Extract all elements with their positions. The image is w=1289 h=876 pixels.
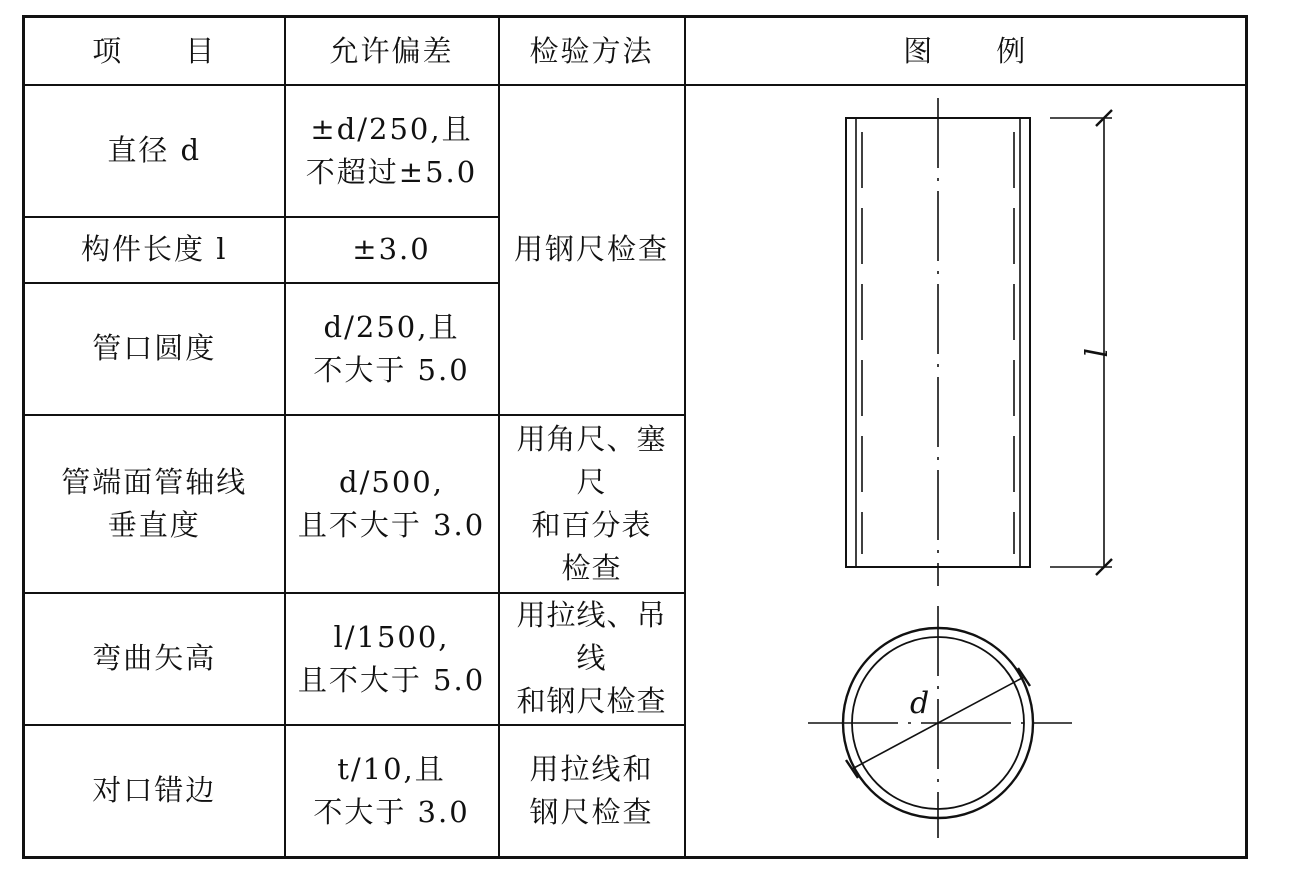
row-item: 管口圆度 <box>24 283 285 415</box>
figure-cell <box>685 85 1247 858</box>
tolerance-table <box>22 15 1248 859</box>
pipe-diagram <box>686 86 1244 856</box>
row-tolerance: ±3.0 <box>285 217 499 283</box>
row-method: 用角尺、塞尺 和百分表 检查 <box>499 415 685 593</box>
row-tolerance: l/1500, 且不大于 5.0 <box>285 593 499 725</box>
row-tolerance: d/250,且 不大于 5.0 <box>285 283 499 415</box>
row-item: 构件长度 l <box>24 217 285 283</box>
header-figure: 图 例 <box>685 17 1247 85</box>
header-tolerance: 允许偏差 <box>285 17 499 85</box>
row-item: 弯曲矢高 <box>24 593 285 725</box>
row-tolerance: ±d/250,且 不超过±5.0 <box>285 85 499 217</box>
row-method: 用拉线和 钢尺检查 <box>499 725 685 857</box>
header-item: 项 目 <box>24 17 285 85</box>
diameter-label: d <box>909 685 931 721</box>
row-method: 用钢尺检查 <box>499 85 685 415</box>
row-item: 管端面管轴线 垂直度 <box>24 415 285 593</box>
row-item: 直径 d <box>24 85 285 217</box>
header-method: 检验方法 <box>499 17 685 85</box>
length-label: l <box>1075 347 1111 360</box>
row-item: 对口错边 <box>24 725 285 857</box>
row-tolerance: t/10,且 不大于 3.0 <box>285 725 499 857</box>
row-method: 用拉线、吊线 和钢尺检查 <box>499 593 685 725</box>
table-row <box>24 85 1247 217</box>
header-row <box>24 17 1247 85</box>
row-tolerance: d/500, 且不大于 3.0 <box>285 415 499 593</box>
